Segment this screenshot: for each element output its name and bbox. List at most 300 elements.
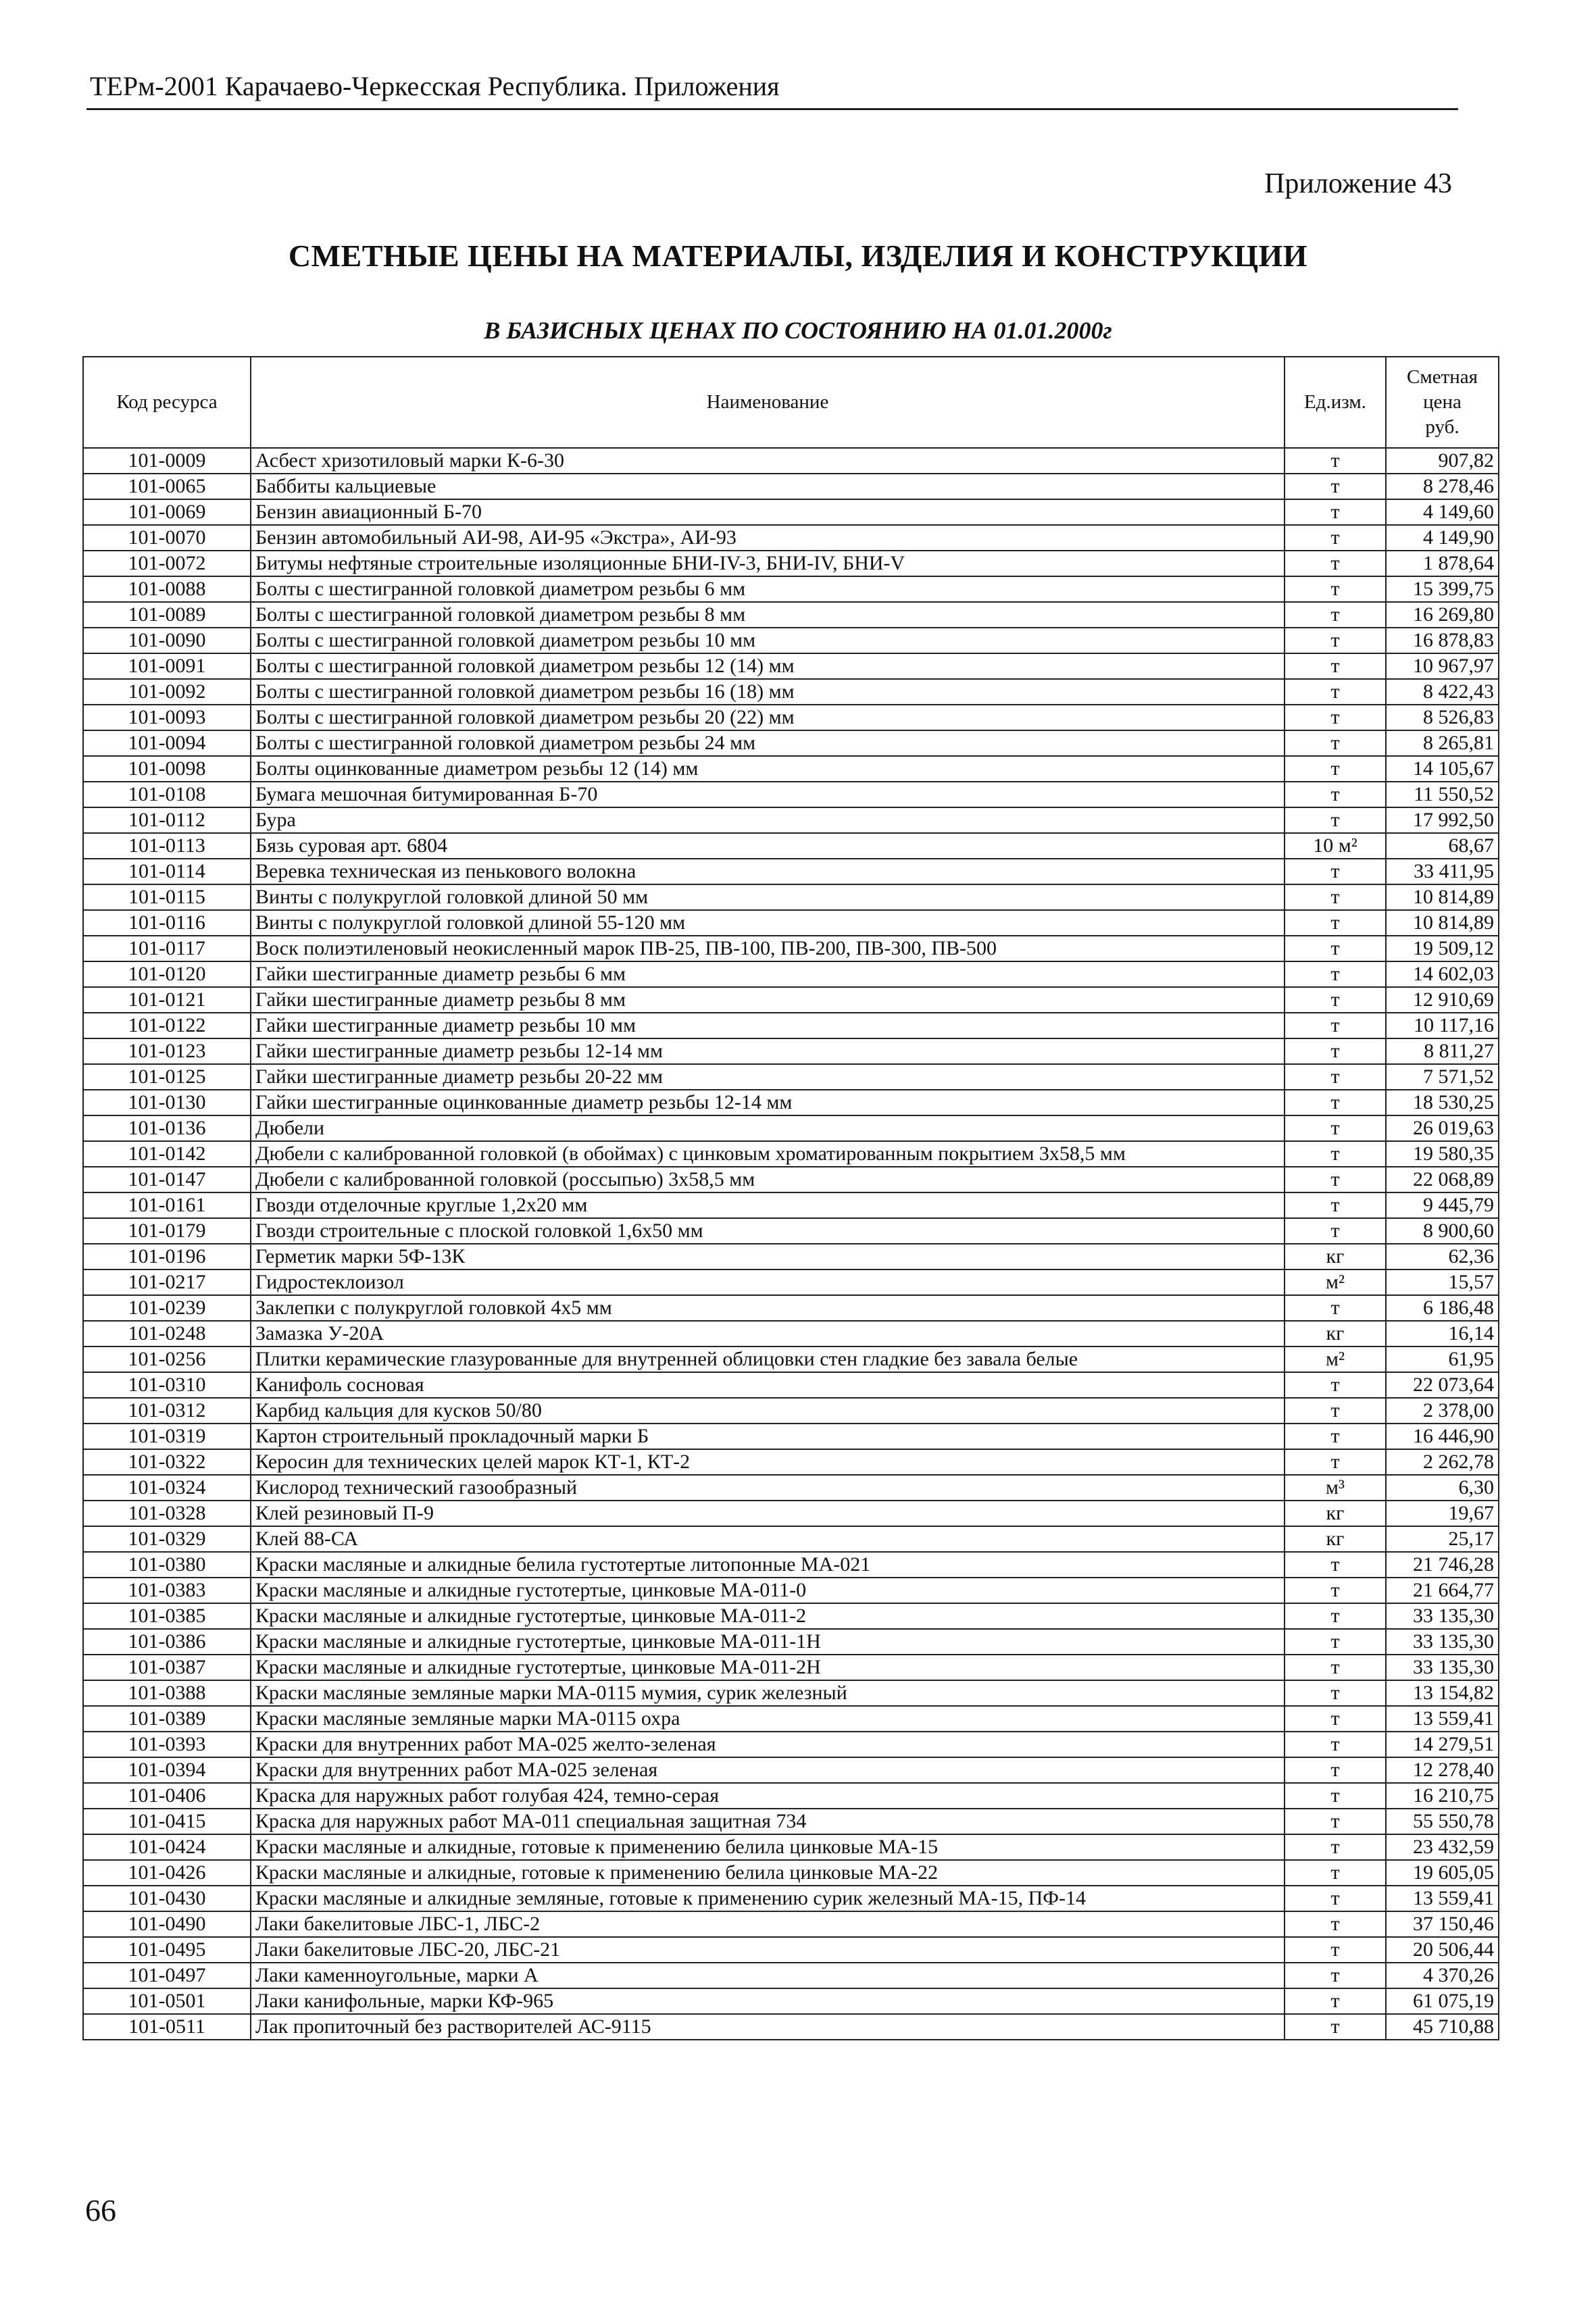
price-cell: 61 075,19 bbox=[1386, 1988, 1499, 2014]
table-row bbox=[83, 1886, 1499, 1911]
item-name-cell: Лаки каменноугольные, марки А bbox=[251, 1963, 1285, 1988]
resource-code-cell: 101-0415 bbox=[83, 1809, 251, 1834]
price-cell: 14 602,03 bbox=[1386, 961, 1499, 987]
unit-cell: т bbox=[1285, 1013, 1386, 1038]
item-name-cell: Краски для внутренних работ МА-025 зеленая bbox=[251, 1757, 1285, 1783]
column-header-price bbox=[1386, 357, 1499, 448]
resource-code-cell: 101-0319 bbox=[83, 1424, 251, 1449]
resource-code-cell: 101-0217 bbox=[83, 1269, 251, 1295]
item-name-cell: Болты с шестигранной головкой диаметром резьбы 20 (22) мм bbox=[251, 705, 1285, 730]
resource-code-cell: 101-0092 bbox=[83, 679, 251, 705]
unit-cell: кг bbox=[1285, 1244, 1386, 1269]
table-row bbox=[83, 448, 1499, 474]
price-cell: 907,82 bbox=[1386, 448, 1499, 474]
table-row bbox=[83, 1372, 1499, 1398]
resource-code-cell: 101-0094 bbox=[83, 730, 251, 756]
resource-code-cell: 101-0136 bbox=[83, 1115, 251, 1141]
unit-cell: м² bbox=[1285, 1269, 1386, 1295]
unit-cell: т bbox=[1285, 474, 1386, 499]
item-name-cell: Гайки шестигранные оцинкованные диаметр резьбы 12-14 мм bbox=[251, 1090, 1285, 1115]
resource-code-cell: 101-0122 bbox=[83, 1013, 251, 1038]
price-cell: 16 269,80 bbox=[1386, 602, 1499, 628]
item-name-cell: Воск полиэтиленовый неокисленный марок ПВ-25, ПВ-100, ПВ-200, ПВ-300, ПВ-500 bbox=[251, 936, 1285, 961]
price-cell: 23 432,59 bbox=[1386, 1834, 1499, 1860]
item-name-cell: Лаки бакелитовые ЛБС-1, ЛБС-2 bbox=[251, 1911, 1285, 1937]
resource-code-cell: 101-0091 bbox=[83, 653, 251, 679]
price-cell: 55 550,78 bbox=[1386, 1809, 1499, 1834]
unit-cell: т bbox=[1285, 1834, 1386, 1860]
table-row bbox=[83, 1167, 1499, 1192]
table-row bbox=[83, 1064, 1499, 1090]
table-header-row bbox=[83, 357, 1499, 448]
item-name-cell: Канифоль сосновая bbox=[251, 1372, 1285, 1398]
resource-code-cell: 101-0115 bbox=[83, 884, 251, 910]
item-name-cell: Клей резиновый П-9 bbox=[251, 1501, 1285, 1526]
resource-code-cell: 101-0388 bbox=[83, 1680, 251, 1706]
item-name-cell: Краски масляные и алкидные густотертые, цинковые МА-011-2 bbox=[251, 1603, 1285, 1629]
resource-code-cell: 101-0501 bbox=[83, 1988, 251, 2014]
column-header-price-line1: Сметная bbox=[1407, 366, 1478, 388]
resource-code-cell: 101-0065 bbox=[83, 474, 251, 499]
price-cell: 22 073,64 bbox=[1386, 1372, 1499, 1398]
price-cell: 33 135,30 bbox=[1386, 1603, 1499, 1629]
price-cell: 14 279,51 bbox=[1386, 1732, 1499, 1757]
price-cell: 18 530,25 bbox=[1386, 1090, 1499, 1115]
column-header-price-line2: цена bbox=[1423, 391, 1462, 413]
unit-cell: т bbox=[1285, 705, 1386, 730]
price-cell: 15,57 bbox=[1386, 1269, 1499, 1295]
resource-code-cell: 101-0511 bbox=[83, 2014, 251, 2040]
page-number: 66 bbox=[85, 2193, 116, 2228]
price-cell: 2 378,00 bbox=[1386, 1398, 1499, 1424]
table-row bbox=[83, 1295, 1499, 1321]
resource-code-cell: 101-0125 bbox=[83, 1064, 251, 1090]
resource-code-cell: 101-0196 bbox=[83, 1244, 251, 1269]
table-row bbox=[83, 602, 1499, 628]
table-row bbox=[83, 1757, 1499, 1783]
price-cell: 12 278,40 bbox=[1386, 1757, 1499, 1783]
table-row bbox=[83, 782, 1499, 807]
price-cell: 20 506,44 bbox=[1386, 1937, 1499, 1963]
resource-code-cell: 101-0147 bbox=[83, 1167, 251, 1192]
table-row bbox=[83, 1526, 1499, 1552]
price-cell: 22 068,89 bbox=[1386, 1167, 1499, 1192]
resource-code-cell: 101-0256 bbox=[83, 1347, 251, 1372]
item-name-cell: Заклепки с полукруглой головкой 4х5 мм bbox=[251, 1295, 1285, 1321]
item-name-cell: Кислород технический газообразный bbox=[251, 1475, 1285, 1501]
price-cell: 62,36 bbox=[1386, 1244, 1499, 1269]
item-name-cell: Винты с полукруглой головкой длиной 50 мм bbox=[251, 884, 1285, 910]
item-name-cell: Краски масляные и алкидные, готовые к применению белила цинковые МА-22 bbox=[251, 1860, 1285, 1886]
price-cell: 4 370,26 bbox=[1386, 1963, 1499, 1988]
unit-cell: т bbox=[1285, 807, 1386, 833]
item-name-cell: Краска для наружных работ МА-011 специальная защитная 734 bbox=[251, 1809, 1285, 1834]
unit-cell: т bbox=[1285, 1783, 1386, 1809]
item-name-cell: Герметик марки 5Ф-13К bbox=[251, 1244, 1285, 1269]
price-cell: 11 550,52 bbox=[1386, 782, 1499, 807]
table-row bbox=[83, 910, 1499, 936]
table-row bbox=[83, 1501, 1499, 1526]
appendix-label: Приложение 43 bbox=[1264, 168, 1452, 199]
table-row bbox=[83, 1449, 1499, 1475]
resource-code-cell: 101-0387 bbox=[83, 1655, 251, 1680]
unit-cell: т bbox=[1285, 987, 1386, 1013]
unit-cell: т bbox=[1285, 576, 1386, 602]
resource-code-cell: 101-0385 bbox=[83, 1603, 251, 1629]
price-cell: 16 878,83 bbox=[1386, 628, 1499, 653]
item-name-cell: Лаки канифольные, марки КФ-965 bbox=[251, 1988, 1285, 2014]
table-row bbox=[83, 833, 1499, 859]
price-cell: 10 117,16 bbox=[1386, 1013, 1499, 1038]
resource-code-cell: 101-0130 bbox=[83, 1090, 251, 1115]
item-name-cell: Картон строительный прокладочный марки Б bbox=[251, 1424, 1285, 1449]
table-row bbox=[83, 1937, 1499, 1963]
table-row bbox=[83, 1269, 1499, 1295]
price-cell: 19 580,35 bbox=[1386, 1141, 1499, 1167]
resource-code-cell: 101-0394 bbox=[83, 1757, 251, 1783]
price-cell: 1 878,64 bbox=[1386, 551, 1499, 576]
table-row bbox=[83, 1603, 1499, 1629]
item-name-cell: Замазка У-20А bbox=[251, 1321, 1285, 1347]
item-name-cell: Краски масляные земляные марки МА-0115 мумия, сурик железный bbox=[251, 1680, 1285, 1706]
item-name-cell: Лаки бакелитовые ЛБС-20, ЛБС-21 bbox=[251, 1937, 1285, 1963]
resource-code-cell: 101-0310 bbox=[83, 1372, 251, 1398]
item-name-cell: Бензин авиационный Б-70 bbox=[251, 499, 1285, 525]
item-name-cell: Бензин автомобильный АИ-98, АИ-95 «Экстра», АИ-93 bbox=[251, 525, 1285, 551]
item-name-cell: Краски масляные и алкидные густотертые, цинковые МА-011-1Н bbox=[251, 1629, 1285, 1655]
price-cell: 9 445,79 bbox=[1386, 1192, 1499, 1218]
item-name-cell: Гайки шестигранные диаметр резьбы 8 мм bbox=[251, 987, 1285, 1013]
item-name-cell: Краски масляные и алкидные, готовые к применению белила цинковые МА-15 bbox=[251, 1834, 1285, 1860]
resource-code-cell: 101-0383 bbox=[83, 1578, 251, 1603]
price-cell: 8 265,81 bbox=[1386, 730, 1499, 756]
price-cell: 37 150,46 bbox=[1386, 1911, 1499, 1937]
resource-code-cell: 101-0161 bbox=[83, 1192, 251, 1218]
item-name-cell: Гвозди строительные с плоской головкой 1,6х50 мм bbox=[251, 1218, 1285, 1244]
price-cell: 68,67 bbox=[1386, 833, 1499, 859]
resource-code-cell: 101-0123 bbox=[83, 1038, 251, 1064]
table-row bbox=[83, 2014, 1499, 2040]
resource-code-cell: 101-0088 bbox=[83, 576, 251, 602]
resource-code-cell: 101-0424 bbox=[83, 1834, 251, 1860]
unit-cell: т bbox=[1285, 1860, 1386, 1886]
unit-cell: т bbox=[1285, 859, 1386, 884]
price-cell: 8 422,43 bbox=[1386, 679, 1499, 705]
item-name-cell: Гайки шестигранные диаметр резьбы 10 мм bbox=[251, 1013, 1285, 1038]
price-cell: 10 967,97 bbox=[1386, 653, 1499, 679]
price-cell: 19,67 bbox=[1386, 1501, 1499, 1526]
price-cell: 6,30 bbox=[1386, 1475, 1499, 1501]
table-row bbox=[83, 1860, 1499, 1886]
item-name-cell: Бура bbox=[251, 807, 1285, 833]
table-row bbox=[83, 525, 1499, 551]
item-name-cell: Плитки керамические глазурованные для внутренней облицовки стен гладкие без завала белые bbox=[251, 1347, 1285, 1372]
price-cell: 15 399,75 bbox=[1386, 576, 1499, 602]
price-cell: 33 135,30 bbox=[1386, 1629, 1499, 1655]
unit-cell: кг bbox=[1285, 1501, 1386, 1526]
price-cell: 33 411,95 bbox=[1386, 859, 1499, 884]
price-cell: 8 900,60 bbox=[1386, 1218, 1499, 1244]
table-row bbox=[83, 1963, 1499, 1988]
unit-cell: т bbox=[1285, 1732, 1386, 1757]
unit-cell: т bbox=[1285, 1167, 1386, 1192]
table-row bbox=[83, 628, 1499, 653]
resource-code-cell: 101-0328 bbox=[83, 1501, 251, 1526]
table-row bbox=[83, 653, 1499, 679]
item-name-cell: Дюбели с калиброванной головкой (в обоймах) с цинковым хроматированным покрытием 3х58,5 мм bbox=[251, 1141, 1285, 1167]
table-row bbox=[83, 1347, 1499, 1372]
item-name-cell: Болты с шестигранной головкой диаметром резьбы 24 мм bbox=[251, 730, 1285, 756]
item-name-cell: Дюбели bbox=[251, 1115, 1285, 1141]
price-cell: 14 105,67 bbox=[1386, 756, 1499, 782]
item-name-cell: Гидростеклоизол bbox=[251, 1269, 1285, 1295]
unit-cell: т bbox=[1285, 1372, 1386, 1398]
item-name-cell: Карбид кальция для кусков 50/80 bbox=[251, 1398, 1285, 1424]
table-row bbox=[83, 936, 1499, 961]
column-header-name: Наименование bbox=[251, 357, 1285, 448]
resource-code-cell: 101-0116 bbox=[83, 910, 251, 936]
price-cell: 61,95 bbox=[1386, 1347, 1499, 1372]
price-cell: 7 571,52 bbox=[1386, 1064, 1499, 1090]
table-row bbox=[83, 1706, 1499, 1732]
resource-code-cell: 101-0114 bbox=[83, 859, 251, 884]
price-cell: 4 149,90 bbox=[1386, 525, 1499, 551]
unit-cell: т bbox=[1285, 1449, 1386, 1475]
item-name-cell: Краски масляные и алкидные густотертые, цинковые МА-011-2Н bbox=[251, 1655, 1285, 1680]
unit-cell: т bbox=[1285, 756, 1386, 782]
resource-code-cell: 101-0248 bbox=[83, 1321, 251, 1347]
item-name-cell: Бумага мешочная битумированная Б-70 bbox=[251, 782, 1285, 807]
item-name-cell: Клей 88-СА bbox=[251, 1526, 1285, 1552]
item-name-cell: Гайки шестигранные диаметр резьбы 12-14 мм bbox=[251, 1038, 1285, 1064]
page-title: СМЕТНЫЕ ЦЕНЫ НА МАТЕРИАЛЫ, ИЗДЕЛИЯ И КОНСТРУКЦИИ bbox=[288, 238, 1308, 273]
table-row bbox=[83, 1655, 1499, 1680]
item-name-cell: Болты с шестигранной головкой диаметром резьбы 6 мм bbox=[251, 576, 1285, 602]
table-row bbox=[83, 551, 1499, 576]
resource-code-cell: 101-0120 bbox=[83, 961, 251, 987]
resource-code-cell: 101-0089 bbox=[83, 602, 251, 628]
unit-cell: т bbox=[1285, 653, 1386, 679]
resource-code-cell: 101-0239 bbox=[83, 1295, 251, 1321]
resource-code-cell: 101-0389 bbox=[83, 1706, 251, 1732]
table-body bbox=[83, 448, 1499, 2040]
unit-cell: т bbox=[1285, 448, 1386, 474]
unit-cell: т bbox=[1285, 679, 1386, 705]
table-row bbox=[83, 1038, 1499, 1064]
resource-code-cell: 101-0121 bbox=[83, 987, 251, 1013]
unit-cell: т bbox=[1285, 884, 1386, 910]
item-name-cell: Баббиты кальциевые bbox=[251, 474, 1285, 499]
item-name-cell: Веревка техническая из пенькового волокна bbox=[251, 859, 1285, 884]
table-row bbox=[83, 1115, 1499, 1141]
table-row bbox=[83, 1090, 1499, 1115]
resource-code-cell: 101-0393 bbox=[83, 1732, 251, 1757]
table-row bbox=[83, 1680, 1499, 1706]
item-name-cell: Винты с полукруглой головкой длиной 55-120 мм bbox=[251, 910, 1285, 936]
unit-cell: м² bbox=[1285, 1347, 1386, 1372]
price-cell: 6 186,48 bbox=[1386, 1295, 1499, 1321]
resource-code-cell: 101-0324 bbox=[83, 1475, 251, 1501]
page-subtitle: В БАЗИСНЫХ ЦЕНАХ ПО СОСТОЯНИЮ НА 01.01.2000г bbox=[484, 317, 1112, 344]
price-cell: 2 262,78 bbox=[1386, 1449, 1499, 1475]
item-name-cell: Битумы нефтяные строительные изоляционные БНИ-IV-3, БНИ-IV, БНИ-V bbox=[251, 551, 1285, 576]
resource-code-cell: 101-0406 bbox=[83, 1783, 251, 1809]
item-name-cell: Краски масляные земляные марки МА-0115 охра bbox=[251, 1706, 1285, 1732]
price-cell: 33 135,30 bbox=[1386, 1655, 1499, 1680]
item-name-cell: Краски масляные и алкидные земляные, готовые к применению сурик железный МА-15, ПФ-14 bbox=[251, 1886, 1285, 1911]
unit-cell: т bbox=[1285, 1706, 1386, 1732]
table-row bbox=[83, 1809, 1499, 1834]
unit-cell: т bbox=[1285, 1552, 1386, 1578]
unit-cell: т bbox=[1285, 1963, 1386, 1988]
item-name-cell: Керосин для технических целей марок КТ-1, КТ-2 bbox=[251, 1449, 1285, 1475]
resource-code-cell: 101-0312 bbox=[83, 1398, 251, 1424]
item-name-cell: Бязь суровая арт. 6804 bbox=[251, 833, 1285, 859]
resource-code-cell: 101-0142 bbox=[83, 1141, 251, 1167]
table-row bbox=[83, 807, 1499, 833]
resource-code-cell: 101-0112 bbox=[83, 807, 251, 833]
unit-cell: т bbox=[1285, 1988, 1386, 2014]
resource-code-cell: 101-0072 bbox=[83, 551, 251, 576]
unit-cell: т bbox=[1285, 1090, 1386, 1115]
price-cell: 45 710,88 bbox=[1386, 2014, 1499, 2040]
table-row bbox=[83, 961, 1499, 987]
price-cell: 8 811,27 bbox=[1386, 1038, 1499, 1064]
table-row bbox=[83, 474, 1499, 499]
running-head: ТЕРм-2001 Карачаево-Черкесская Республика. Приложения bbox=[90, 71, 780, 101]
table-row bbox=[83, 499, 1499, 525]
unit-cell: т bbox=[1285, 1886, 1386, 1911]
unit-cell: т bbox=[1285, 1115, 1386, 1141]
price-cell: 12 910,69 bbox=[1386, 987, 1499, 1013]
unit-cell: м³ bbox=[1285, 1475, 1386, 1501]
unit-cell: т bbox=[1285, 1629, 1386, 1655]
table-row bbox=[83, 730, 1499, 756]
unit-cell: т bbox=[1285, 1424, 1386, 1449]
item-name-cell: Краска для наружных работ голубая 424, темно-серая bbox=[251, 1783, 1285, 1809]
unit-cell: т bbox=[1285, 628, 1386, 653]
price-cell: 21 664,77 bbox=[1386, 1578, 1499, 1603]
unit-cell: т bbox=[1285, 936, 1386, 961]
price-cell: 25,17 bbox=[1386, 1526, 1499, 1552]
table-row bbox=[83, 1192, 1499, 1218]
table-row bbox=[83, 1424, 1499, 1449]
unit-cell: т bbox=[1285, 1655, 1386, 1680]
column-header-code: Код ресурса bbox=[83, 357, 251, 448]
table-row bbox=[83, 1578, 1499, 1603]
price-cell: 8 278,46 bbox=[1386, 474, 1499, 499]
price-cell: 17 992,50 bbox=[1386, 807, 1499, 833]
price-cell: 16 210,75 bbox=[1386, 1783, 1499, 1809]
unit-cell: т bbox=[1285, 1757, 1386, 1783]
unit-cell: т bbox=[1285, 525, 1386, 551]
table-row bbox=[83, 1013, 1499, 1038]
unit-cell: т bbox=[1285, 730, 1386, 756]
price-cell: 13 559,41 bbox=[1386, 1886, 1499, 1911]
price-cell: 16,14 bbox=[1386, 1321, 1499, 1347]
price-cell: 8 526,83 bbox=[1386, 705, 1499, 730]
unit-cell: кг bbox=[1285, 1321, 1386, 1347]
unit-cell: т bbox=[1285, 1603, 1386, 1629]
table-row bbox=[83, 1629, 1499, 1655]
table-row bbox=[83, 1732, 1499, 1757]
table-row bbox=[83, 1552, 1499, 1578]
item-name-cell: Дюбели с калиброванной головкой (россыпью) 3х58,5 мм bbox=[251, 1167, 1285, 1192]
table-row bbox=[83, 756, 1499, 782]
item-name-cell: Гайки шестигранные диаметр резьбы 6 мм bbox=[251, 961, 1285, 987]
unit-cell: т bbox=[1285, 1911, 1386, 1937]
table-row bbox=[83, 884, 1499, 910]
item-name-cell: Асбест хризотиловый марки К-6-30 bbox=[251, 448, 1285, 474]
unit-cell: т bbox=[1285, 782, 1386, 807]
unit-cell: т bbox=[1285, 1680, 1386, 1706]
table-row bbox=[83, 705, 1499, 730]
price-cell: 10 814,89 bbox=[1386, 910, 1499, 936]
unit-cell: т bbox=[1285, 961, 1386, 987]
item-name-cell: Краски для внутренних работ МА-025 желто-зеленая bbox=[251, 1732, 1285, 1757]
table-row bbox=[83, 1141, 1499, 1167]
price-cell: 21 746,28 bbox=[1386, 1552, 1499, 1578]
resource-code-cell: 101-0179 bbox=[83, 1218, 251, 1244]
item-name-cell: Гайки шестигранные диаметр резьбы 20-22 мм bbox=[251, 1064, 1285, 1090]
item-name-cell: Болты оцинкованные диаметром резьбы 12 (14) мм bbox=[251, 756, 1285, 782]
price-cell: 19 509,12 bbox=[1386, 936, 1499, 961]
item-name-cell: Болты с шестигранной головкой диаметром резьбы 12 (14) мм bbox=[251, 653, 1285, 679]
resource-code-cell: 101-0009 bbox=[83, 448, 251, 474]
table-row bbox=[83, 1834, 1499, 1860]
table-row bbox=[83, 1218, 1499, 1244]
unit-cell: т bbox=[1285, 1064, 1386, 1090]
resource-code-cell: 101-0117 bbox=[83, 936, 251, 961]
price-table bbox=[82, 356, 1499, 2040]
item-name-cell: Болты с шестигранной головкой диаметром резьбы 10 мм bbox=[251, 628, 1285, 653]
unit-cell: т bbox=[1285, 1578, 1386, 1603]
resource-code-cell: 101-0386 bbox=[83, 1629, 251, 1655]
column-header-price-line3: руб. bbox=[1425, 416, 1460, 438]
resource-code-cell: 101-0495 bbox=[83, 1937, 251, 1963]
price-cell: 16 446,90 bbox=[1386, 1424, 1499, 1449]
resource-code-cell: 101-0113 bbox=[83, 833, 251, 859]
unit-cell: т bbox=[1285, 1141, 1386, 1167]
table-row bbox=[83, 987, 1499, 1013]
table-row bbox=[83, 1783, 1499, 1809]
table-row bbox=[83, 1988, 1499, 2014]
resource-code-cell: 101-0069 bbox=[83, 499, 251, 525]
table-row bbox=[83, 1475, 1499, 1501]
table-row bbox=[83, 859, 1499, 884]
unit-cell: т bbox=[1285, 2014, 1386, 2040]
price-cell: 13 559,41 bbox=[1386, 1706, 1499, 1732]
resource-code-cell: 101-0490 bbox=[83, 1911, 251, 1937]
item-name-cell: Болты с шестигранной головкой диаметром резьбы 16 (18) мм bbox=[251, 679, 1285, 705]
price-cell: 4 149,60 bbox=[1386, 499, 1499, 525]
resource-code-cell: 101-0322 bbox=[83, 1449, 251, 1475]
resource-code-cell: 101-0093 bbox=[83, 705, 251, 730]
table-row bbox=[83, 1911, 1499, 1937]
resource-code-cell: 101-0070 bbox=[83, 525, 251, 551]
resource-code-cell: 101-0380 bbox=[83, 1552, 251, 1578]
column-header-unit: Ед.изм. bbox=[1285, 357, 1386, 448]
resource-code-cell: 101-0098 bbox=[83, 756, 251, 782]
item-name-cell: Краски масляные и алкидные густотертые, цинковые МА-011-0 bbox=[251, 1578, 1285, 1603]
resource-code-cell: 101-0430 bbox=[83, 1886, 251, 1911]
unit-cell: т bbox=[1285, 602, 1386, 628]
resource-code-cell: 101-0497 bbox=[83, 1963, 251, 1988]
unit-cell: т bbox=[1285, 1295, 1386, 1321]
unit-cell: т bbox=[1285, 1937, 1386, 1963]
price-cell: 19 605,05 bbox=[1386, 1860, 1499, 1886]
table-row bbox=[83, 1321, 1499, 1347]
